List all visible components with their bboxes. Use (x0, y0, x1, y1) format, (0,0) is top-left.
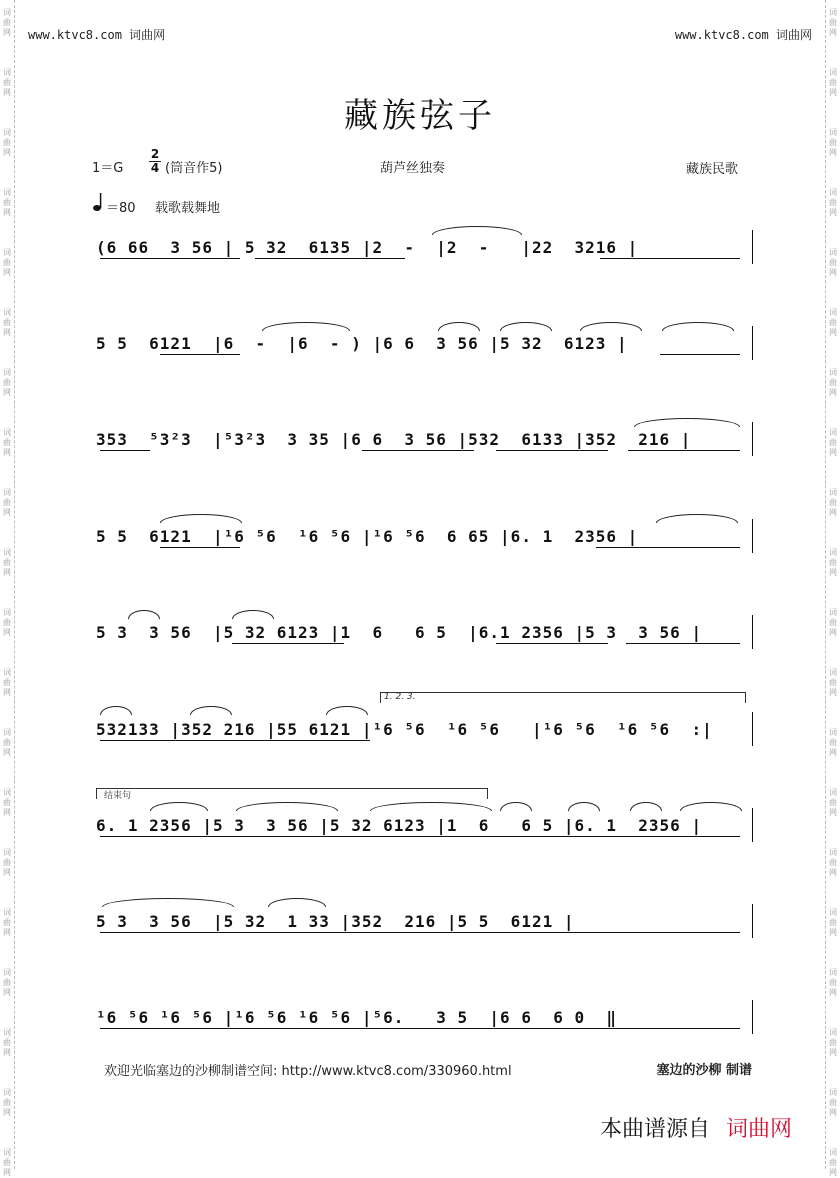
watermark-text: 词曲网 (3, 128, 11, 157)
score-title: 藏族弦子 (344, 96, 496, 136)
row-end-barline (752, 326, 753, 360)
score-row-7: 6. 1 2356 |5 3 3 56 |5 32 6123 |1 6 6 5 |6. 1 2356 | (96, 816, 703, 835)
footer-note[interactable]: 欢迎光临塞边的沙柳制谱空间: http://www.ktvc8.com/330960.html (104, 1064, 512, 1079)
ending-label: 结束句 (104, 791, 132, 801)
key-note: (筒音作5) (165, 161, 223, 176)
watermark-text: 词曲网 (829, 368, 837, 397)
volta-label: 1. 2. 3. (384, 692, 416, 702)
row-end-barline (752, 422, 753, 456)
watermark-text: 词曲网 (829, 248, 837, 277)
watermark-text: 词曲网 (3, 1028, 11, 1057)
site-header-right[interactable]: www.ktvc8.com 词曲网 (674, 28, 812, 42)
watermark-text: 词曲网 (3, 68, 11, 97)
source-credit (600, 1112, 792, 1143)
watermark-text: 词曲网 (829, 1028, 837, 1057)
watermark-text: 词曲网 (829, 8, 837, 37)
watermark-text: 词曲网 (829, 848, 837, 877)
ending-bracket (96, 788, 488, 799)
watermark-text: 词曲网 (829, 1148, 837, 1177)
watermark-text: 词曲网 (829, 308, 837, 337)
watermark-text: 词曲网 (3, 548, 11, 577)
watermark-text: 词曲网 (829, 788, 837, 817)
watermark-text: 词曲网 (3, 488, 11, 517)
watermark-text: 词曲网 (3, 368, 11, 397)
score-row-6: 532133 |352 216 |55 6121 |¹6 ⁵6 ¹6 ⁵6 |¹6 ⁵6 ¹6 ⁵6 :| (96, 720, 713, 739)
volta-bracket (380, 692, 746, 703)
time-bottom: 4 (150, 161, 160, 175)
watermark-text: 词曲网 (3, 728, 11, 757)
expression: 载歌载舞地 (155, 201, 221, 216)
score-row-9: ¹6 ⁵6 ¹6 ⁵6 |¹6 ⁵6 ¹6 ⁵6 |⁵6. 3 5 |6 6 6 0 ‖ (96, 1008, 618, 1027)
watermark-text: 词曲网 (3, 968, 11, 997)
watermark-text: 词曲网 (829, 548, 837, 577)
score-row-8: 5 3 3 56 |5 32 1 33 |352 216 |5 5 6121 | (96, 912, 575, 931)
row-end-barline (752, 615, 753, 649)
watermark-text: 词曲网 (3, 848, 11, 877)
row-end-barline (752, 808, 753, 842)
watermark-text: 词曲网 (829, 668, 837, 697)
watermark-text: 词曲网 (3, 608, 11, 637)
watermark-text: 词曲网 (829, 128, 837, 157)
row-end-barline (752, 712, 753, 746)
watermark-text: 词曲网 (829, 428, 837, 457)
score-row-4: 5 5 6121 |¹6 ⁵6 ¹6 ⁵6 |¹6 ⁵6 6 65 |6. 1 2356 | (96, 527, 639, 546)
instrument: 葫芦丝独奏 (380, 161, 446, 176)
watermark-text: 词曲网 (829, 188, 837, 217)
key-signature: 1＝G (92, 161, 124, 176)
source-name[interactable]: 词曲网 (725, 1117, 792, 1142)
arranger-credit: 塞边的沙柳 制谱 (656, 1063, 752, 1078)
row-end-barline (752, 904, 753, 938)
site-header-left[interactable]: www.ktvc8.com 词曲网 (28, 28, 166, 42)
tempo: ＝80 (106, 201, 136, 216)
watermark-text: 词曲网 (3, 188, 11, 217)
watermark-text: 词曲网 (829, 728, 837, 757)
score-row-1: (6 66 3 56 | 5 32 6135 |2 - |2 - |22 3216 | (96, 238, 639, 257)
watermark-text: 词曲网 (829, 68, 837, 97)
time-top: 2 (150, 147, 160, 161)
watermark-text: 词曲网 (3, 908, 11, 937)
watermark-text: 词曲网 (829, 1088, 837, 1117)
score-row-2: 5 5 6121 |6 - |6 - ) |6 6 3 56 |5 32 6123 | (96, 334, 628, 353)
row-end-barline (752, 1000, 753, 1034)
watermark-text: 词曲网 (3, 248, 11, 277)
watermark-text: 词曲网 (829, 968, 837, 997)
origin: 藏族民歌 (686, 162, 739, 177)
watermark-text: 词曲网 (3, 1148, 11, 1177)
watermark-text: 词曲网 (3, 8, 11, 37)
watermark-text: 词曲网 (3, 308, 11, 337)
source-label: 本曲谱源自 (599, 1117, 710, 1142)
watermark-text: 词曲网 (829, 908, 837, 937)
watermark-text: 词曲网 (829, 608, 837, 637)
watermark-text: 词曲网 (3, 428, 11, 457)
watermark-text: 词曲网 (3, 788, 11, 817)
row-end-barline (752, 230, 753, 264)
score-row-5: 5 3 3 56 |5 32 6123 |1 6 6 5 |6.1 2356 |5 3 3 56 | (96, 623, 703, 642)
watermark-text: 词曲网 (3, 668, 11, 697)
watermark-text: 词曲网 (829, 488, 837, 517)
row-end-barline (752, 519, 753, 553)
score-row-3: 353 ⁵3²3 |⁵3²3 3 35 |6 6 3 56 |532 6133 |352 216 | (96, 430, 692, 449)
watermark-text: 词曲网 (3, 1088, 11, 1117)
